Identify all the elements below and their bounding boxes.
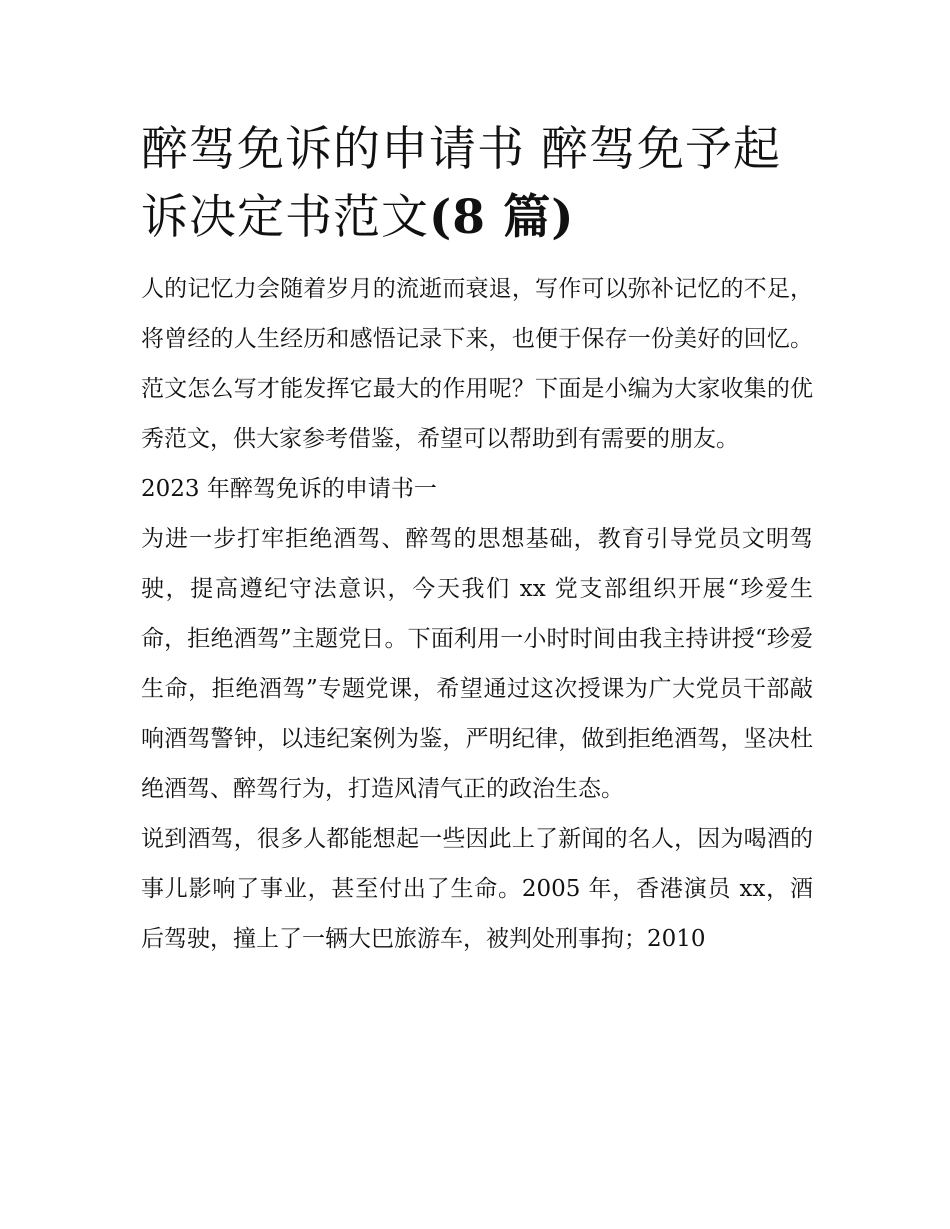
- document-title: [141, 116, 813, 252]
- document-title-text: 醉驾免诉的申请书 醉驾免予起诉决定书范文: [141, 122, 781, 245]
- intro-paragraph: 人的记忆力会随着岁月的流逝而衰退，写作可以弥补记忆的不足，将曾经的人生经历和感悟记录下来，也便于保存一份美好的回忆。范文怎么写才能发挥它最大的作用呢？下面是小编为大家收集的优秀范文，供大家参考借鉴，希望可以帮助到有需要的朋友。: [141, 276, 813, 452]
- section-heading: 2023 年醉驾免诉的申请书一: [141, 476, 437, 502]
- document-title-count: (8 篇): [429, 190, 575, 245]
- document-page: [141, 116, 813, 964]
- body-paragraph-2: 说到酒驾，很多人都能想起一些因此上了新闻的名人，因为喝酒的事儿影响了事业，甚至付出了生命。2005 年，香港演员 xx，酒后驾驶，撞上了一辆大巴旅游车，被判处刑事拘；2010: [141, 826, 813, 952]
- body-paragraph-1: 为进一步打牢拒绝酒驾、醉驾的思想基础，教育引导党员文明驾驶，提高遵纪守法意识，今天我们 xx 党支部组织开展“珍爱生命，拒绝酒驾”主题党日。下面利用一小时时间由我主持讲授“珍爱生命，拒绝酒驾”专题党课，希望通过这次授课为广大党员干部敲响酒驾警钟，以违纪案例为鉴，严明纪律，做到拒绝酒驾，坚决杜绝酒驾、醉驾行为，打造风清气正的政治生态。: [141, 526, 813, 802]
